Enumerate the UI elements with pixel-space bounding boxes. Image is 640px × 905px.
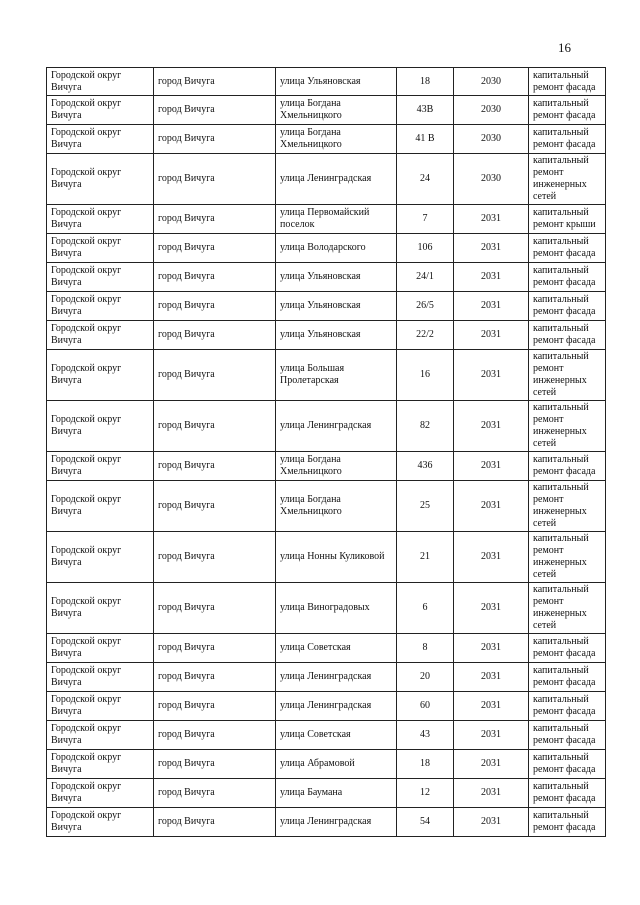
house-number-cell: 24 [397, 154, 454, 205]
table-row [47, 125, 606, 154]
table-row [47, 481, 606, 532]
year-cell: 2031 [454, 692, 529, 721]
street-cell: улица Советская [276, 634, 397, 663]
year-cell: 2030 [454, 154, 529, 205]
work-type-cell: капитальный ремонт фасада [529, 808, 606, 837]
house-number-cell: 41 В [397, 125, 454, 154]
work-type-cell: капитальный ремонт фасада [529, 125, 606, 154]
house-number-cell: 7 [397, 205, 454, 234]
district-cell: Городской округ Вичуга [47, 750, 154, 779]
city-cell: город Вичуга [154, 481, 276, 532]
house-number-cell: 16 [397, 350, 454, 401]
street-cell: улица Богдана Хмельницкого [276, 452, 397, 481]
year-cell: 2031 [454, 532, 529, 583]
city-cell: город Вичуга [154, 583, 276, 634]
year-cell: 2031 [454, 663, 529, 692]
work-type-cell: капитальный ремонт фасада [529, 292, 606, 321]
table-row [47, 205, 606, 234]
district-cell: Городской округ Вичуга [47, 263, 154, 292]
street-cell: улица Ульяновская [276, 292, 397, 321]
work-type-cell: капитальный ремонт фасада [529, 234, 606, 263]
house-number-cell: 6 [397, 583, 454, 634]
year-cell: 2030 [454, 125, 529, 154]
table-row [47, 532, 606, 583]
street-cell: улица Ульяновская [276, 263, 397, 292]
street-cell: улица Нонны Куликовой [276, 532, 397, 583]
work-type-cell: капитальный ремонт фасада [529, 263, 606, 292]
city-cell: город Вичуга [154, 401, 276, 452]
district-cell: Городской округ Вичуга [47, 779, 154, 808]
city-cell: город Вичуга [154, 205, 276, 234]
table-row [47, 452, 606, 481]
table-body [47, 68, 606, 837]
year-cell: 2031 [454, 583, 529, 634]
house-number-cell: 18 [397, 750, 454, 779]
street-cell: улица Володарского [276, 234, 397, 263]
year-cell: 2031 [454, 234, 529, 263]
city-cell: город Вичуга [154, 292, 276, 321]
house-number-cell: 43 [397, 721, 454, 750]
city-cell: город Вичуга [154, 234, 276, 263]
year-cell: 2031 [454, 779, 529, 808]
city-cell: город Вичуга [154, 154, 276, 205]
table-row [47, 634, 606, 663]
district-cell: Городской округ Вичуга [47, 692, 154, 721]
work-type-cell: капитальный ремонт инженерных сетей [529, 401, 606, 452]
table-row [47, 663, 606, 692]
city-cell: город Вичуга [154, 692, 276, 721]
house-number-cell: 26/5 [397, 292, 454, 321]
city-cell: город Вичуга [154, 125, 276, 154]
street-cell: улица Ульяновская [276, 68, 397, 96]
table-row [47, 779, 606, 808]
house-number-cell: 60 [397, 692, 454, 721]
house-number-cell: 436 [397, 452, 454, 481]
table-row [47, 401, 606, 452]
street-cell: улица Ленинградская [276, 808, 397, 837]
district-cell: Городской округ Вичуга [47, 401, 154, 452]
street-cell: улица Богдана Хмельницкого [276, 481, 397, 532]
house-number-cell: 25 [397, 481, 454, 532]
work-type-cell: капитальный ремонт инженерных сетей [529, 154, 606, 205]
year-cell: 2031 [454, 808, 529, 837]
street-cell: улица Первомайский поселок [276, 205, 397, 234]
city-cell: город Вичуга [154, 532, 276, 583]
table-row [47, 721, 606, 750]
table-row [47, 234, 606, 263]
street-cell: улица Богдана Хмельницкого [276, 96, 397, 125]
year-cell: 2031 [454, 321, 529, 350]
district-cell: Городской округ Вичуга [47, 721, 154, 750]
work-type-cell: капитальный ремонт фасада [529, 692, 606, 721]
work-type-cell: капитальный ремонт фасада [529, 634, 606, 663]
year-cell: 2031 [454, 263, 529, 292]
repair-schedule-table [46, 67, 606, 837]
city-cell: город Вичуга [154, 721, 276, 750]
house-number-cell: 43В [397, 96, 454, 125]
year-cell: 2030 [454, 68, 529, 96]
year-cell: 2030 [454, 96, 529, 125]
year-cell: 2031 [454, 452, 529, 481]
street-cell: улица Богдана Хмельницкого [276, 125, 397, 154]
table-row [47, 750, 606, 779]
work-type-cell: капитальный ремонт крыши [529, 205, 606, 234]
table-row [47, 68, 606, 96]
street-cell: улица Ленинградская [276, 154, 397, 205]
work-type-cell: капитальный ремонт фасада [529, 721, 606, 750]
work-type-cell: капитальный ремонт инженерных сетей [529, 350, 606, 401]
district-cell: Городской округ Вичуга [47, 234, 154, 263]
city-cell: город Вичуга [154, 808, 276, 837]
house-number-cell: 12 [397, 779, 454, 808]
work-type-cell: капитальный ремонт фасада [529, 779, 606, 808]
city-cell: город Вичуга [154, 321, 276, 350]
table-row [47, 263, 606, 292]
district-cell: Городской округ Вичуга [47, 321, 154, 350]
city-cell: город Вичуга [154, 452, 276, 481]
house-number-cell: 54 [397, 808, 454, 837]
work-type-cell: капитальный ремонт фасада [529, 663, 606, 692]
district-cell: Городской округ Вичуга [47, 96, 154, 125]
house-number-cell: 8 [397, 634, 454, 663]
city-cell: город Вичуга [154, 350, 276, 401]
street-cell: улица Ленинградская [276, 692, 397, 721]
city-cell: город Вичуга [154, 263, 276, 292]
work-type-cell: капитальный ремонт фасада [529, 452, 606, 481]
district-cell: Городской округ Вичуга [47, 292, 154, 321]
street-cell: улица Баумана [276, 779, 397, 808]
district-cell: Городской округ Вичуга [47, 481, 154, 532]
work-type-cell: капитальный ремонт инженерных сетей [529, 532, 606, 583]
year-cell: 2031 [454, 205, 529, 234]
table-row [47, 154, 606, 205]
house-number-cell: 18 [397, 68, 454, 96]
city-cell: город Вичуга [154, 663, 276, 692]
table-row [47, 96, 606, 125]
work-type-cell: капитальный ремонт фасада [529, 68, 606, 96]
street-cell: улица Ленинградская [276, 663, 397, 692]
district-cell: Городской округ Вичуга [47, 125, 154, 154]
table-row [47, 808, 606, 837]
year-cell: 2031 [454, 721, 529, 750]
street-cell: улица Виноградовых [276, 583, 397, 634]
table-row [47, 350, 606, 401]
city-cell: город Вичуга [154, 96, 276, 125]
house-number-cell: 106 [397, 234, 454, 263]
city-cell: город Вичуга [154, 750, 276, 779]
district-cell: Городской округ Вичуга [47, 154, 154, 205]
work-type-cell: капитальный ремонт инженерных сетей [529, 481, 606, 532]
year-cell: 2031 [454, 401, 529, 452]
street-cell: улица Абрамовой [276, 750, 397, 779]
city-cell: город Вичуга [154, 68, 276, 96]
work-type-cell: капитальный ремонт фасада [529, 321, 606, 350]
table-row [47, 292, 606, 321]
year-cell: 2031 [454, 350, 529, 401]
district-cell: Городской округ Вичуга [47, 350, 154, 401]
work-type-cell: капитальный ремонт инженерных сетей [529, 583, 606, 634]
district-cell: Городской округ Вичуга [47, 634, 154, 663]
street-cell: улица Ленинградская [276, 401, 397, 452]
district-cell: Городской округ Вичуга [47, 663, 154, 692]
year-cell: 2031 [454, 292, 529, 321]
table-row [47, 692, 606, 721]
work-type-cell: капитальный ремонт фасада [529, 750, 606, 779]
district-cell: Городской округ Вичуга [47, 205, 154, 234]
street-cell: улица Большая Пролетарская [276, 350, 397, 401]
district-cell: Городской округ Вичуга [47, 583, 154, 634]
city-cell: город Вичуга [154, 634, 276, 663]
year-cell: 2031 [454, 481, 529, 532]
table-row [47, 321, 606, 350]
house-number-cell: 21 [397, 532, 454, 583]
house-number-cell: 24/1 [397, 263, 454, 292]
street-cell: улица Советская [276, 721, 397, 750]
year-cell: 2031 [454, 634, 529, 663]
house-number-cell: 20 [397, 663, 454, 692]
district-cell: Городской округ Вичуга [47, 808, 154, 837]
city-cell: город Вичуга [154, 779, 276, 808]
house-number-cell: 22/2 [397, 321, 454, 350]
year-cell: 2031 [454, 750, 529, 779]
table-row [47, 583, 606, 634]
district-cell: Городской округ Вичуга [47, 452, 154, 481]
district-cell: Городской округ Вичуга [47, 532, 154, 583]
page-number: 16 [558, 40, 571, 55]
district-cell: Городской округ Вичуга [47, 68, 154, 96]
house-number-cell: 82 [397, 401, 454, 452]
street-cell: улица Ульяновская [276, 321, 397, 350]
work-type-cell: капитальный ремонт фасада [529, 96, 606, 125]
